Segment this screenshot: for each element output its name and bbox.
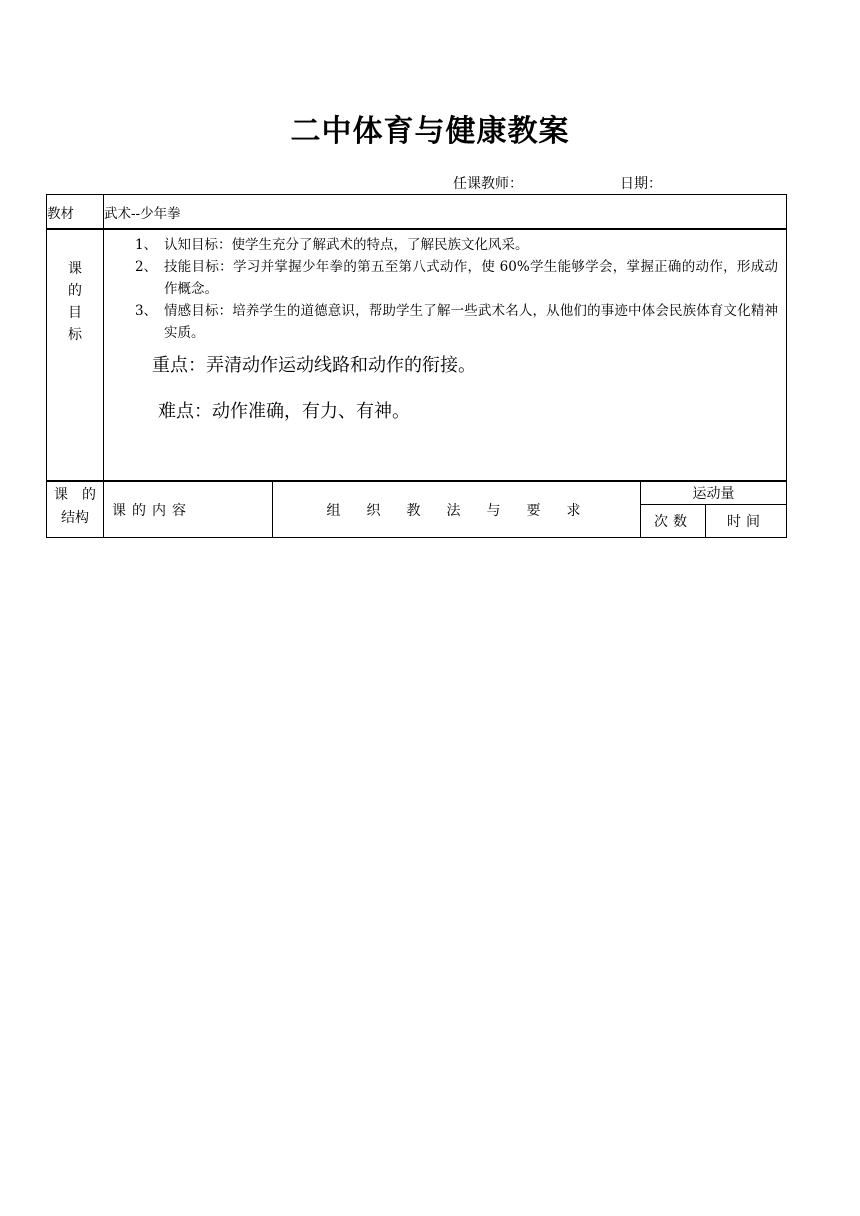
goal-number: 2、 xyxy=(135,259,158,275)
goal-item xyxy=(104,300,778,344)
structure-label-line: 结构 xyxy=(61,510,89,526)
goals-list xyxy=(104,234,778,344)
time-header: 时间 xyxy=(706,505,787,538)
goals-row xyxy=(47,229,787,481)
count-header: 次数 xyxy=(641,505,706,538)
structure-label xyxy=(47,481,104,538)
goal-item xyxy=(104,256,778,300)
lesson-plan-table xyxy=(46,194,787,538)
goals-label-char: 目 xyxy=(68,305,82,321)
goal-number: 1、 xyxy=(135,237,158,253)
page-title: 二中体育与健康教案 xyxy=(290,114,570,149)
material-value: 武术--少年拳 xyxy=(104,195,787,230)
goals-label-char: 的 xyxy=(68,283,82,299)
structure-label-line: 课 的 xyxy=(54,487,96,503)
teacher-label: 任课教师： xyxy=(453,176,523,192)
goals-label-char: 标 xyxy=(68,327,82,343)
goal-number: 3、 xyxy=(135,303,158,319)
exercise-load-header: 运动量 xyxy=(641,481,787,505)
goal-item xyxy=(104,234,778,256)
date-label: 日期： xyxy=(620,176,662,192)
organization-header: 组 织 教 法 与 要 求 xyxy=(273,481,641,538)
goals-content xyxy=(104,229,787,481)
structure-header-row xyxy=(47,481,787,505)
difficulty-point: 难点：动作准确，有力、有神。 xyxy=(158,401,410,422)
material-row xyxy=(47,195,787,230)
goals-label xyxy=(47,229,104,481)
goal-text: 技能目标：学习并掌握少年拳的第五至第八式动作，使 60%学生能够学会，掌握正确的动作，形成动作概念。 xyxy=(164,259,778,297)
goal-text: 情感目标：培养学生的道德意识，帮助学生了解一些武术名人，从他们的事迹中体会民族体育文化精神实质。 xyxy=(164,303,778,341)
material-label: 教材 xyxy=(47,195,104,230)
goal-text: 认知目标：使学生充分了解武术的特点，了解民族文化风采。 xyxy=(164,237,529,253)
goals-label-char: 课 xyxy=(68,261,82,277)
key-point: 重点：弄清动作运动线路和动作的衔接。 xyxy=(152,355,476,376)
content-header: 课的内容 xyxy=(104,481,273,538)
